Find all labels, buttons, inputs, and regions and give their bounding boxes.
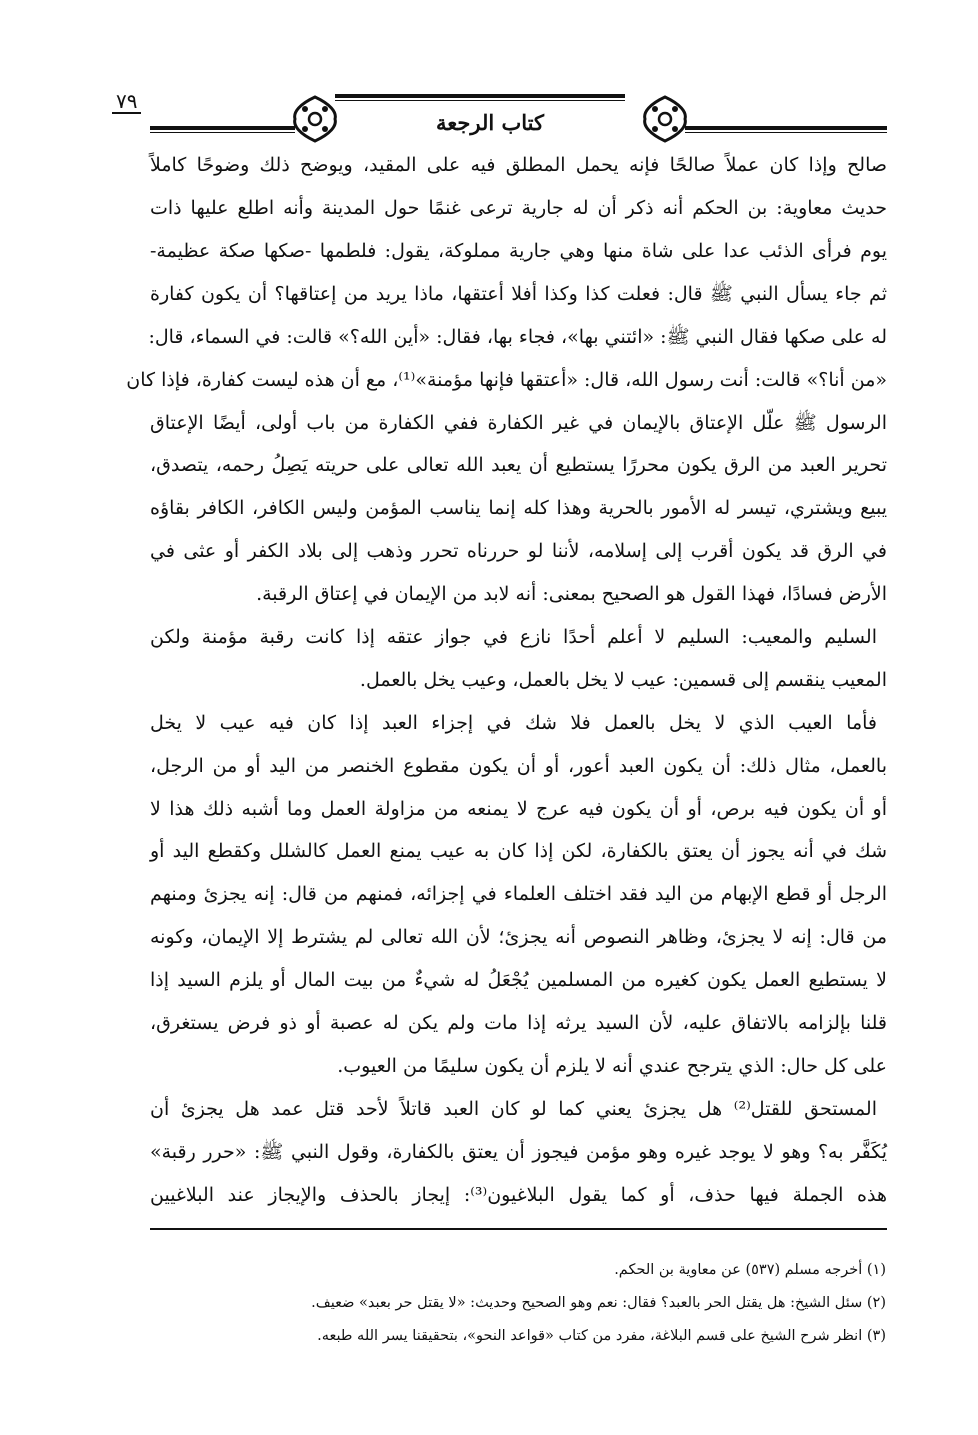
text-line: أو أن يكون فيه برص، أو أن يكون فيه عرج لا يمنعه من مزاولة العمل وما أشبه ذلك هذا لا (150, 798, 887, 820)
text-line: لا يستطيع العمل يكون كغيره من المسلمين يُجْعَلُ له شيءٌ من بيت المال أو يلزم السيد إذا (150, 969, 887, 991)
footnote-2: (٢) سئل الشيخ: هل يقتل الحر بالعبد؟ فقال: نعم وهو الصحيح وحديث: «لا يقتل حر بعبد» ضعيف. (311, 1295, 886, 1311)
header-rule-right-thin (685, 132, 887, 133)
header-rule-right (685, 126, 887, 130)
page-number: ٧٩ (112, 90, 141, 114)
paragraph-start-line: المستحق للقتل⁽²⁾ هل يجزئ يعني كما لو كان العبد قاتلاً لأحد قتل عمد هل يجزئ أن (150, 1098, 877, 1120)
text-line: من قال: إنه لا يجزئ، وظاهر النصوص أنه يجزئ؛ لأن الله تعالى لم يشترط إلا الإيمان، وكونه (150, 926, 887, 948)
text-line: على كل حال: الذي يترجح عندي أنه لا يلزم أن يكون سليمًا من العيوب. (337, 1055, 887, 1077)
text-line: شك في أنه يجوز أن يعتق بالكفارة، لكن إذا كان به عيب يمنع العمل كالشلل وكقطع اليد أو (150, 840, 887, 862)
text-line: المعيب ينقسم إلى قسمين: عيب لا يخل بالعمل، وعيب يخل بالعمل. (359, 669, 887, 691)
text-line: ثم جاء يسأل النبي ﷺ قال: فعلت كذا وكذا أفلا أعتقها، ماذا يريد من إعتاقها؟ أن يكون كفارة (150, 283, 887, 305)
text-line: له على صكها فقال النبي ﷺ: «ائتني بها»، فجاء بها، فقال: «أين الله؟» قالت: في السماء، قال: (148, 326, 887, 348)
text-line: يُكَفَّر به؟ وهو لا يوجد غيره وهو مؤمن فيجوز أن يعتق بالكفارة، وقول النبي ﷺ: «حرر رقبة» (150, 1141, 887, 1163)
text-line: الرسول ﷺ علّل الإعتاق بالإيمان في غير الكفارة ففي الكفارة من باب أولى، أيضًا الإعتاق (150, 412, 887, 434)
text-line: قلنا بإلزامه بالاتفاق عليه، لأن السيد يرثه إذا مات ولم يكن له عصبة أو ذو فرض يستغرق، (150, 1012, 887, 1034)
header-rule-top (335, 94, 625, 98)
header-rule-left (150, 126, 295, 130)
text-line: الرجل أو قطع الإبهام من اليد فقد اختلف العلماء في إجزائه، فمنهم من قال: إنه يجزئ ومنهم (150, 883, 887, 905)
footnote-1: (١) أخرجه مسلم (٥٣٧) عن معاوية بن الحكم. (614, 1262, 886, 1278)
text-line: هذه الجملة فيها حذف، أو كما يقول البلاغيون⁽³⁾: إيجاز بالحذف والإيجاز عند البلاغيين (150, 1184, 887, 1206)
text-line: يوم فرأى الذئب عدا على شاة منها وهي جارية مملوكة، يقول: فلطمها -صكها صكة عظيمة- (150, 240, 887, 262)
header-rule-left-thin (150, 132, 295, 133)
text-line: حديث معاوية: بن الحكم أنه ذكر أن له جارية ترعى غنمًا حول المدينة وأنه اطلع عليها ذات (150, 197, 887, 219)
footnote-3: (٣) انظر شرح الشيخ على قسم البلاغة، مفرد من كتاب «قواعد النحو»، بتحقيقنا يسر الله طبعه. (317, 1328, 886, 1344)
body-text (126, 150, 887, 1210)
chapter-title: كتاب الرجعة (435, 110, 544, 135)
text-line: الأرض فسادًا، فهذا القول هو الصحيح بمعنى: أنه لابد من الإيمان في إعتاق الرقبة. (256, 583, 887, 605)
ornament-left-icon (290, 94, 340, 144)
paragraph-start-line: فأما العيب الذي لا يخل بالعمل فلا شك في إجزاء العبد إذا كان فيه عيب لا يخل (150, 712, 877, 734)
text-line: تحرير العبد من الرق يكون محررًا يستطيع أن يعبد الله تعالى على حريته يَصِلُ رحمه، يتصدق، (150, 454, 887, 476)
paragraph-start-line: السليم والمعيب: السليم لا أعلم أحدًا نازع في جواز عتقه إذا كانت رقبة مؤمنة ولكن (150, 626, 877, 648)
text-line: بالعمل، مثال ذلك: أن يكون العبد أعور، أو أن يكون مقطوع الخنصر من اليد أو من الرجل، (150, 755, 887, 777)
text-line: «من أنا؟» قالت: أنت رسول الله، قال: «أعتقها فإنها مؤمنة»⁽¹⁾، مع أن هذه ليست كفارة، فإذا كان (126, 369, 887, 391)
footnote-separator (150, 1228, 887, 1230)
header-rule-top-thin (335, 100, 625, 101)
ornament-right-icon (640, 94, 690, 144)
text-line: صالح وإذا كان عملاً صالحًا فإنه يحمل المطلق فيه على المقيد، ويوضح ذلك وضوحًا كاملاً (150, 154, 887, 176)
text-line: يبيع ويشتري، تيسر له الأمور بالحرية وهذا كله إنما يناسب المؤمن وليس الكافر، الكافر بقاؤه (150, 497, 887, 519)
text-line: في الرق قد يكون أقرب إلى إسلامه، لأننا لو حررناه تحرر وذهب إلى بلاد الكفر أو عثى في (150, 540, 887, 562)
